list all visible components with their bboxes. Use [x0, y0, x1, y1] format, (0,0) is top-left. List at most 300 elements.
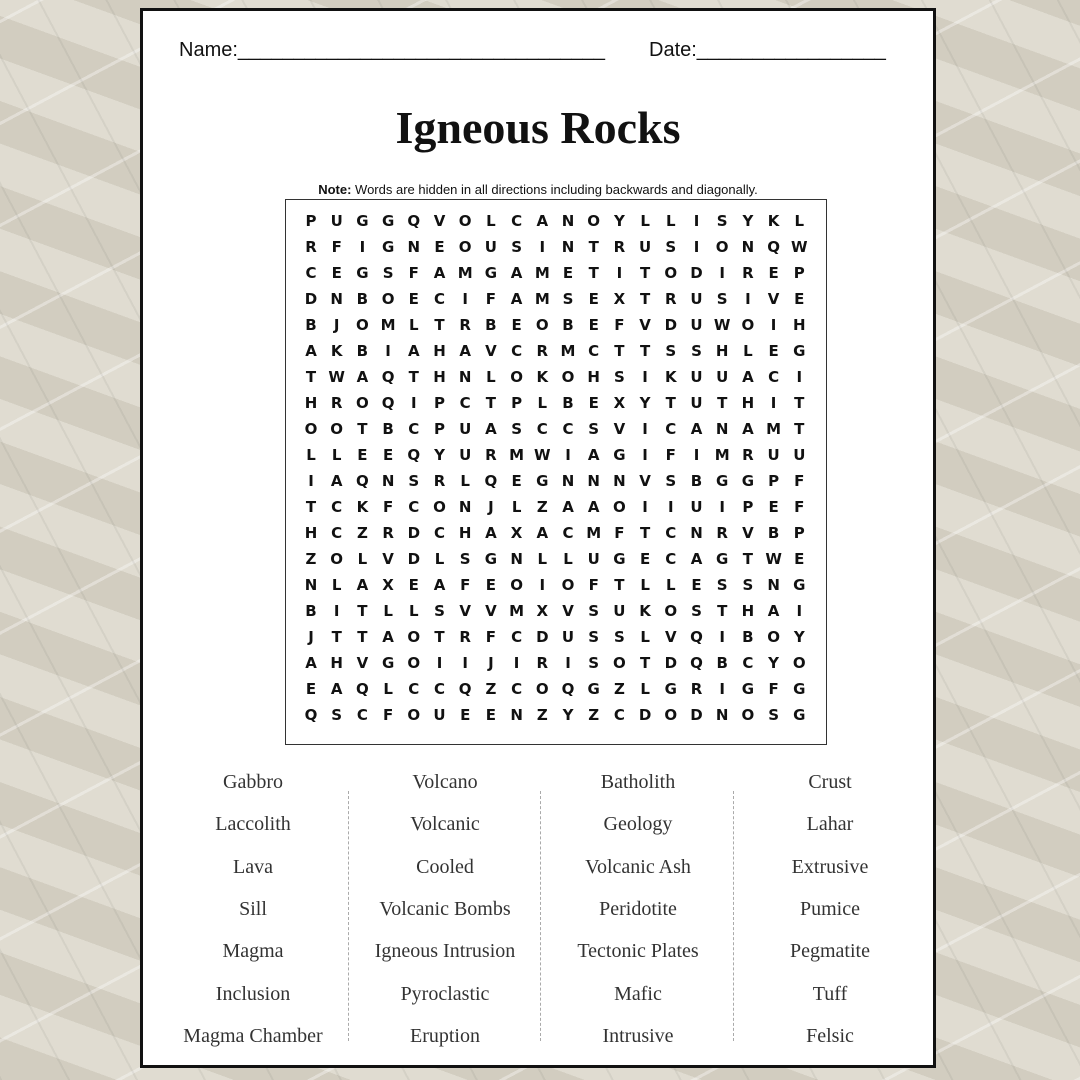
grid-letter[interactable]: L — [666, 212, 676, 230]
grid-letter[interactable]: O — [792, 654, 806, 672]
grid-letter[interactable]: Y — [639, 394, 651, 412]
grid-letter[interactable]: S — [613, 368, 625, 386]
grid-letter[interactable]: I — [385, 342, 391, 360]
grid-letter[interactable]: K — [639, 602, 651, 620]
grid-letter[interactable]: G — [381, 654, 395, 672]
grid-letter[interactable]: D — [638, 706, 652, 724]
grid-letter[interactable]: Q — [690, 628, 703, 646]
grid-letter[interactable]: C — [331, 524, 343, 542]
grid-letter[interactable]: A — [510, 264, 523, 282]
grid-letter[interactable]: C — [305, 264, 317, 282]
grid-letter[interactable]: R — [536, 342, 549, 360]
grid-letter[interactable]: I — [565, 446, 571, 464]
grid-letter[interactable]: C — [433, 290, 445, 308]
grid-letter[interactable]: R — [459, 628, 471, 646]
grid-letter[interactable]: V — [767, 290, 780, 308]
grid-letter[interactable]: A — [510, 290, 523, 308]
grid-letter[interactable]: E — [794, 550, 805, 568]
grid-letter[interactable]: R — [433, 472, 446, 490]
grid-letter[interactable]: I — [796, 368, 803, 386]
grid-letter[interactable]: F — [460, 576, 471, 594]
grid-letter[interactable]: T — [717, 394, 728, 412]
grid-letter[interactable]: B — [716, 654, 728, 672]
grid-letter[interactable]: I — [462, 290, 468, 308]
grid-letter[interactable]: I — [642, 446, 648, 464]
grid-letter[interactable]: T — [408, 368, 419, 386]
grid-letter[interactable]: A — [485, 420, 497, 438]
grid-letter[interactable]: A — [587, 498, 600, 516]
grid-letter[interactable]: L — [666, 576, 676, 594]
grid-letter[interactable]: T — [331, 628, 342, 646]
grid-letter[interactable]: N — [510, 706, 523, 724]
grid-letter[interactable]: G — [381, 212, 395, 230]
grid-letter[interactable]: M — [509, 446, 525, 464]
grid-letter[interactable]: E — [588, 290, 599, 308]
grid-letter[interactable]: E — [408, 576, 419, 594]
grid-letter[interactable]: S — [665, 342, 677, 360]
grid-letter[interactable]: O — [510, 576, 523, 594]
grid-letter[interactable]: E — [331, 264, 342, 282]
grid-letter[interactable]: U — [459, 446, 472, 464]
grid-letter[interactable]: L — [743, 342, 753, 360]
grid-letter[interactable]: Z — [588, 706, 600, 724]
grid-letter[interactable]: O — [356, 394, 369, 412]
grid-letter[interactable]: N — [561, 472, 575, 490]
grid-letter[interactable]: V — [639, 316, 651, 334]
grid-letter[interactable]: S — [665, 238, 677, 256]
grid-letter[interactable]: S — [588, 602, 600, 620]
grid-letter[interactable]: G — [793, 680, 806, 698]
grid-letter[interactable]: M — [380, 316, 396, 334]
grid-letter[interactable]: O — [304, 420, 318, 438]
grid-letter[interactable]: U — [330, 212, 343, 230]
grid-letter[interactable]: T — [794, 394, 805, 412]
grid-letter[interactable]: R — [330, 394, 343, 412]
grid-letter[interactable]: C — [562, 524, 574, 542]
grid-letter[interactable]: W — [791, 238, 808, 256]
grid-letter[interactable]: N — [561, 238, 575, 256]
grid-letter[interactable]: V — [742, 524, 754, 542]
grid-letter[interactable]: Z — [536, 498, 548, 516]
grid-letter[interactable]: F — [485, 628, 497, 646]
grid-letter[interactable]: I — [719, 498, 725, 516]
grid-letter[interactable]: B — [690, 472, 703, 490]
grid-letter[interactable]: L — [537, 394, 548, 412]
grid-letter[interactable]: U — [561, 628, 575, 646]
grid-letter[interactable]: A — [356, 576, 369, 594]
grid-letter[interactable]: B — [742, 628, 754, 646]
grid-letter[interactable]: E — [357, 446, 368, 464]
grid-letter[interactable]: Q — [767, 238, 780, 256]
grid-letter[interactable]: L — [640, 628, 650, 646]
grid-letter[interactable]: D — [664, 654, 678, 672]
name-field[interactable]: Name:_________________________________ — [179, 39, 605, 61]
grid-letter[interactable]: C — [511, 342, 523, 360]
grid-letter[interactable]: L — [331, 446, 342, 464]
grid-letter[interactable]: D — [407, 550, 421, 568]
grid-letter[interactable]: I — [642, 368, 648, 386]
grid-letter[interactable]: L — [409, 602, 419, 620]
grid-letter[interactable]: G — [381, 238, 395, 256]
grid-letter[interactable]: T — [794, 420, 805, 438]
grid-letter[interactable]: G — [741, 680, 755, 698]
grid-letter[interactable]: C — [408, 498, 420, 516]
grid-letter[interactable]: O — [510, 368, 523, 386]
grid-letter[interactable]: J — [308, 628, 314, 646]
grid-letter[interactable]: V — [639, 472, 651, 490]
grid-letter[interactable]: I — [565, 654, 571, 672]
grid-letter[interactable]: I — [411, 394, 417, 412]
grid-letter[interactable]: F — [382, 706, 394, 724]
grid-letter[interactable]: J — [333, 316, 340, 334]
grid-letter[interactable]: A — [330, 472, 343, 490]
grid-letter[interactable]: V — [382, 550, 394, 568]
grid-letter[interactable]: V — [433, 212, 446, 230]
grid-letter[interactable]: V — [562, 602, 574, 620]
grid-letter[interactable]: E — [382, 446, 394, 464]
grid-letter[interactable]: B — [767, 524, 780, 542]
grid-letter[interactable]: N — [510, 550, 523, 568]
grid-letter[interactable]: U — [690, 290, 703, 308]
grid-letter[interactable]: C — [536, 420, 548, 438]
grid-letter[interactable]: F — [614, 316, 625, 334]
grid-letter[interactable]: T — [665, 394, 676, 412]
grid-letter[interactable]: I — [333, 602, 340, 620]
grid-letter[interactable]: R — [485, 446, 497, 464]
grid-letter[interactable]: S — [331, 706, 343, 724]
grid-letter[interactable]: T — [305, 498, 317, 516]
grid-letter[interactable]: A — [382, 628, 394, 646]
grid-letter[interactable]: O — [664, 264, 678, 282]
grid-letter[interactable]: F — [794, 472, 805, 490]
grid-letter[interactable]: A — [305, 342, 317, 360]
grid-letter[interactable]: O — [433, 498, 446, 516]
grid-letter[interactable]: L — [640, 576, 650, 594]
grid-letter[interactable]: K — [664, 368, 677, 386]
grid-letter[interactable]: H — [433, 368, 446, 386]
grid-letter[interactable]: L — [357, 550, 368, 568]
grid-letter[interactable]: S — [716, 576, 728, 594]
grid-letter[interactable]: D — [664, 316, 678, 334]
grid-letter[interactable]: C — [588, 342, 600, 360]
grid-letter[interactable]: S — [511, 238, 522, 256]
grid-letter[interactable]: I — [693, 212, 700, 230]
grid-letter[interactable]: I — [719, 264, 725, 282]
grid-letter[interactable]: C — [433, 524, 445, 542]
grid-letter[interactable]: S — [768, 706, 779, 724]
grid-letter[interactable]: A — [690, 550, 703, 568]
grid-letter[interactable]: J — [488, 498, 494, 516]
grid-letter[interactable]: R — [690, 680, 703, 698]
grid-letter[interactable]: G — [484, 264, 498, 282]
grid-letter[interactable]: V — [613, 420, 626, 438]
grid-letter[interactable]: P — [511, 394, 523, 412]
grid-letter[interactable]: I — [668, 498, 674, 516]
grid-letter[interactable]: N — [304, 576, 318, 594]
grid-letter[interactable]: Q — [356, 472, 369, 490]
grid-letter[interactable]: O — [458, 212, 472, 230]
grid-letter[interactable]: Y — [613, 212, 625, 230]
grid-letter[interactable]: S — [742, 576, 754, 594]
grid-letter[interactable]: L — [306, 446, 316, 464]
grid-letter[interactable]: G — [536, 472, 549, 490]
grid-letter[interactable]: W — [328, 368, 345, 386]
grid-letter[interactable]: A — [742, 368, 754, 386]
grid-letter[interactable]: N — [330, 290, 343, 308]
grid-letter[interactable]: K — [767, 212, 780, 230]
grid-letter[interactable]: V — [356, 654, 369, 672]
grid-letter[interactable]: S — [511, 420, 522, 438]
grid-letter[interactable]: L — [409, 316, 419, 334]
grid-letter[interactable]: A — [742, 420, 754, 438]
grid-letter[interactable]: O — [741, 316, 755, 334]
grid-letter[interactable]: T — [639, 524, 651, 542]
grid-letter[interactable]: O — [561, 368, 575, 386]
grid-letter[interactable]: T — [588, 264, 599, 282]
grid-letter[interactable]: C — [511, 212, 523, 230]
grid-letter[interactable]: O — [767, 628, 780, 646]
grid-letter[interactable]: E — [485, 706, 497, 724]
grid-letter[interactable]: S — [716, 212, 728, 230]
grid-letter[interactable]: T — [717, 602, 728, 620]
grid-letter[interactable]: O — [535, 680, 549, 698]
grid-letter[interactable]: D — [690, 264, 703, 282]
grid-letter[interactable]: L — [486, 368, 496, 386]
grid-letter[interactable]: H — [304, 524, 318, 542]
grid-letter[interactable]: D — [407, 524, 421, 542]
grid-letter[interactable]: P — [793, 524, 805, 542]
grid-letter[interactable]: F — [331, 238, 342, 256]
grid-letter[interactable]: O — [664, 602, 678, 620]
grid-letter[interactable]: D — [690, 706, 703, 724]
grid-letter[interactable]: C — [511, 680, 523, 698]
grid-letter[interactable]: Y — [793, 628, 805, 646]
grid-letter[interactable]: S — [588, 628, 600, 646]
grid-letter[interactable]: R — [716, 524, 728, 542]
grid-letter[interactable]: S — [665, 472, 677, 490]
grid-letter[interactable]: T — [357, 420, 368, 438]
grid-letter[interactable]: U — [433, 706, 446, 724]
grid-letter[interactable]: U — [716, 368, 729, 386]
grid-letter[interactable]: T — [357, 602, 368, 620]
grid-letter[interactable]: I — [642, 420, 648, 438]
grid-letter[interactable]: R — [613, 238, 626, 256]
grid-letter[interactable]: I — [770, 394, 777, 412]
date-field[interactable]: Date:_________________ — [649, 39, 886, 61]
grid-letter[interactable]: I — [745, 290, 751, 308]
grid-letter[interactable]: N — [458, 368, 472, 386]
grid-letter[interactable]: I — [719, 680, 725, 698]
grid-letter[interactable]: R — [742, 446, 754, 464]
grid-letter[interactable]: F — [408, 264, 419, 282]
grid-letter[interactable]: L — [563, 550, 573, 568]
grid-letter[interactable]: E — [588, 394, 599, 412]
grid-letter[interactable]: P — [768, 472, 780, 490]
grid-letter[interactable]: M — [560, 342, 576, 360]
grid-letter[interactable]: H — [741, 394, 755, 412]
grid-letter[interactable]: L — [640, 212, 650, 230]
grid-letter[interactable]: E — [511, 472, 522, 490]
grid-letter[interactable]: L — [794, 212, 805, 230]
grid-letter[interactable]: Z — [356, 524, 368, 542]
grid-letter[interactable]: C — [665, 524, 677, 542]
grid-letter[interactable]: G — [716, 472, 729, 490]
grid-letter[interactable]: U — [587, 550, 600, 568]
grid-letter[interactable]: C — [665, 420, 677, 438]
grid-letter[interactable]: T — [434, 628, 445, 646]
grid-letter[interactable]: R — [382, 524, 394, 542]
grid-letter[interactable]: T — [639, 264, 651, 282]
grid-letter[interactable]: Q — [484, 472, 498, 490]
grid-letter[interactable]: H — [330, 654, 343, 672]
grid-letter[interactable]: L — [434, 550, 445, 568]
grid-letter[interactable]: I — [513, 654, 520, 672]
grid-letter[interactable]: I — [539, 238, 546, 256]
grid-letter[interactable]: F — [588, 576, 599, 594]
grid-letter[interactable]: N — [381, 472, 395, 490]
grid-letter[interactable]: H — [458, 524, 472, 542]
grid-letter[interactable]: X — [613, 394, 626, 412]
grid-letter[interactable]: F — [768, 680, 779, 698]
grid-letter[interactable]: L — [460, 472, 470, 490]
grid-letter[interactable]: E — [434, 238, 445, 256]
grid-letter[interactable]: N — [715, 420, 729, 438]
grid-letter[interactable]: B — [305, 316, 317, 334]
grid-letter[interactable]: E — [768, 342, 779, 360]
grid-letter[interactable]: Z — [536, 706, 548, 724]
grid-letter[interactable]: R — [536, 654, 549, 672]
grid-letter[interactable]: A — [433, 576, 446, 594]
grid-letter[interactable]: T — [639, 342, 651, 360]
grid-letter[interactable]: D — [536, 628, 549, 646]
grid-letter[interactable]: O — [330, 550, 344, 568]
grid-letter[interactable]: A — [690, 420, 703, 438]
grid-letter[interactable]: O — [407, 628, 421, 646]
grid-letter[interactable]: E — [408, 290, 419, 308]
grid-letter[interactable]: T — [614, 342, 625, 360]
grid-letter[interactable]: S — [613, 628, 625, 646]
grid-letter[interactable]: L — [383, 680, 393, 698]
grid-letter[interactable]: E — [460, 706, 471, 724]
grid-letter[interactable]: T — [639, 654, 651, 672]
grid-letter[interactable]: F — [485, 290, 497, 308]
grid-letter[interactable]: E — [639, 550, 651, 568]
grid-letter[interactable]: W — [713, 316, 731, 334]
grid-letter[interactable]: I — [462, 654, 468, 672]
grid-letter[interactable]: Q — [304, 706, 318, 724]
grid-letter[interactable]: U — [639, 238, 652, 256]
grid-letter[interactable]: T — [357, 628, 368, 646]
grid-letter[interactable]: I — [693, 446, 700, 464]
grid-letter[interactable]: P — [305, 212, 317, 230]
grid-letter[interactable]: Q — [381, 368, 395, 386]
grid-letter[interactable]: M — [586, 524, 602, 542]
grid-letter[interactable]: N — [458, 498, 472, 516]
grid-letter[interactable]: G — [356, 212, 369, 230]
grid-letter[interactable]: O — [381, 290, 395, 308]
grid-letter[interactable]: C — [742, 654, 754, 672]
grid-letter[interactable]: V — [664, 628, 677, 646]
grid-letter[interactable]: C — [408, 680, 420, 698]
grid-letter[interactable]: C — [562, 420, 574, 438]
grid-letter[interactable]: Q — [356, 680, 369, 698]
grid-letter[interactable]: R — [742, 264, 754, 282]
grid-letter[interactable]: L — [331, 576, 342, 594]
grid-letter[interactable]: R — [665, 290, 677, 308]
grid-letter[interactable]: G — [716, 550, 729, 568]
grid-letter[interactable]: F — [794, 498, 805, 516]
grid-letter[interactable]: B — [562, 316, 574, 334]
grid-letter[interactable]: W — [534, 446, 551, 464]
grid-letter[interactable]: G — [613, 446, 626, 464]
grid-letter[interactable]: O — [715, 238, 729, 256]
grid-letter[interactable]: T — [588, 238, 599, 256]
grid-letter[interactable]: L — [486, 212, 496, 230]
grid-letter[interactable]: U — [767, 446, 780, 464]
grid-letter[interactable]: X — [613, 290, 626, 308]
grid-letter[interactable]: E — [794, 290, 805, 308]
grid-letter[interactable]: F — [382, 498, 394, 516]
grid-letter[interactable]: T — [305, 368, 317, 386]
grid-letter[interactable]: K — [536, 368, 549, 386]
grid-letter[interactable]: E — [768, 498, 779, 516]
grid-letter[interactable]: X — [510, 524, 523, 542]
grid-letter[interactable]: B — [356, 342, 369, 360]
grid-letter[interactable]: G — [741, 472, 755, 490]
grid-letter[interactable]: V — [459, 602, 471, 620]
grid-letter[interactable]: N — [715, 706, 729, 724]
grid-letter[interactable]: V — [485, 342, 497, 360]
grid-letter[interactable]: G — [484, 550, 498, 568]
grid-letter[interactable]: X — [382, 576, 394, 594]
grid-letter[interactable]: P — [793, 264, 805, 282]
grid-letter[interactable]: P — [742, 498, 754, 516]
grid-letter[interactable]: A — [485, 524, 497, 542]
grid-letter[interactable]: Q — [407, 212, 421, 230]
grid-letter[interactable]: G — [587, 680, 600, 698]
grid-letter[interactable]: E — [511, 316, 522, 334]
grid-letter[interactable]: O — [613, 498, 626, 516]
grid-letter[interactable]: Q — [381, 394, 395, 412]
grid-letter[interactable]: B — [562, 394, 574, 412]
grid-letter[interactable]: Q — [407, 446, 421, 464]
grid-letter[interactable]: R — [305, 238, 317, 256]
grid-letter[interactable]: A — [356, 368, 369, 386]
grid-letter[interactable]: P — [434, 394, 445, 412]
grid-letter[interactable]: Q — [561, 680, 575, 698]
grid-letter[interactable]: U — [690, 316, 703, 334]
grid-letter[interactable]: Y — [434, 446, 445, 464]
grid-letter[interactable]: A — [536, 212, 549, 230]
grid-letter[interactable]: O — [613, 654, 626, 672]
grid-letter[interactable]: O — [407, 654, 421, 672]
grid-letter[interactable]: S — [459, 550, 471, 568]
grid-letter[interactable]: T — [485, 394, 496, 412]
grid-letter[interactable]: M — [534, 264, 550, 282]
grid-letter[interactable]: O — [356, 316, 369, 334]
grid-letter[interactable]: A — [536, 524, 549, 542]
grid-letter[interactable]: S — [691, 342, 702, 360]
grid-letter[interactable]: L — [511, 498, 522, 516]
grid-letter[interactable]: M — [766, 420, 782, 438]
grid-letter[interactable]: E — [562, 264, 574, 282]
grid-letter[interactable]: I — [436, 654, 443, 672]
grid-letter[interactable]: L — [640, 680, 650, 698]
grid-letter[interactable]: I — [539, 576, 546, 594]
grid-letter[interactable]: B — [485, 316, 497, 334]
grid-letter[interactable]: G — [793, 342, 806, 360]
grid-letter[interactable]: N — [407, 238, 421, 256]
